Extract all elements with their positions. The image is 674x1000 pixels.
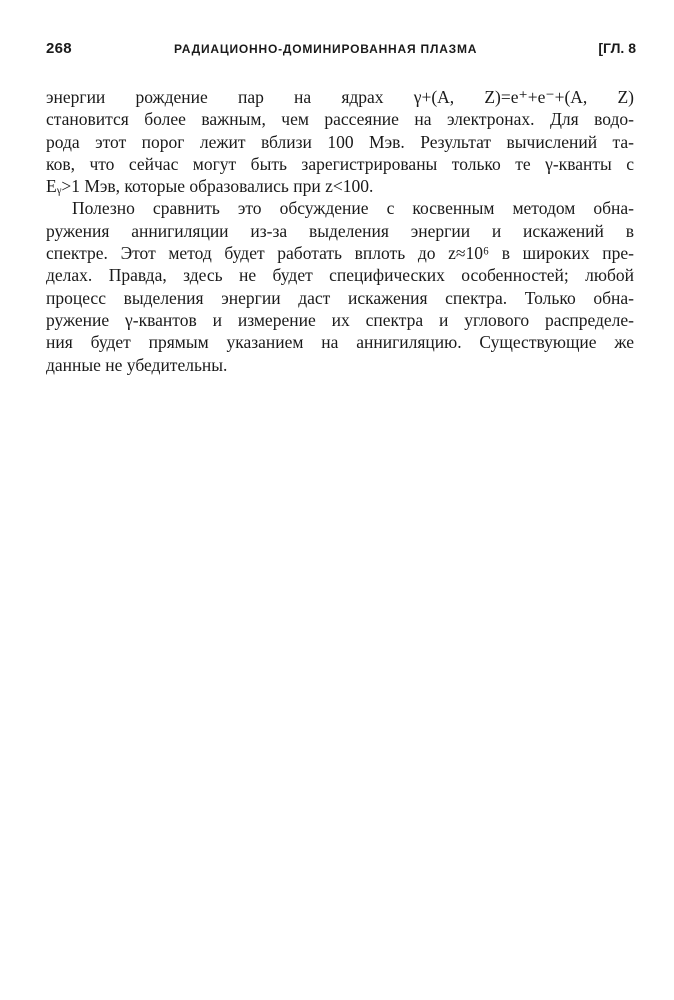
text-line: данные не убедительны. bbox=[46, 354, 228, 375]
text-line: спектре. Этот метод будет работать вплоть до z≈10⁶ в широких пре- bbox=[46, 243, 634, 264]
page-number: 268 bbox=[46, 40, 72, 57]
chapter-reference: [ГЛ. 8 bbox=[598, 40, 636, 56]
text-line: ния будет прямым указанием на аннигиляцию. Существующие же bbox=[46, 332, 634, 353]
running-title: РАДИАЦИОННО-ДОМИНИРОВАННАЯ ПЛАЗМА bbox=[174, 42, 478, 56]
text-line: энергии рождение пар на ядрах γ+(A, Z)=e⁺+e⁻+(A, Z) bbox=[46, 87, 634, 107]
text-line: Полезно сравнить это обсуждение с косвенным методом обна- bbox=[72, 198, 634, 219]
paragraph-1 bbox=[46, 86, 634, 197]
paragraph-2 bbox=[46, 197, 634, 375]
text-line: ков, что сейчас могут быть зарегистрированы только те γ-кванты с bbox=[46, 153, 634, 174]
text-line: ружение γ-квантов и измерение их спектра и углового распределе- bbox=[46, 309, 634, 330]
text-line: Eᵧ>1 Мэв, которые образовались при z<100. bbox=[46, 176, 374, 197]
text-line: процесс выделения энергии даст искажения спектра. Только обна- bbox=[46, 287, 634, 308]
text-line: становится более важным, чем рассеяние на электронах. Для водо- bbox=[46, 109, 634, 130]
body-text bbox=[46, 86, 634, 376]
text-line: ружения аннигиляции из-за выделения энергии и искажений в bbox=[46, 220, 634, 241]
text-line: рода этот порог лежит вблизи 100 Мэв. Результат вычислений та- bbox=[46, 131, 634, 152]
page-header bbox=[46, 40, 642, 62]
text-line: делах. Правда, здесь не будет специфических особенностей; любой bbox=[46, 265, 634, 286]
